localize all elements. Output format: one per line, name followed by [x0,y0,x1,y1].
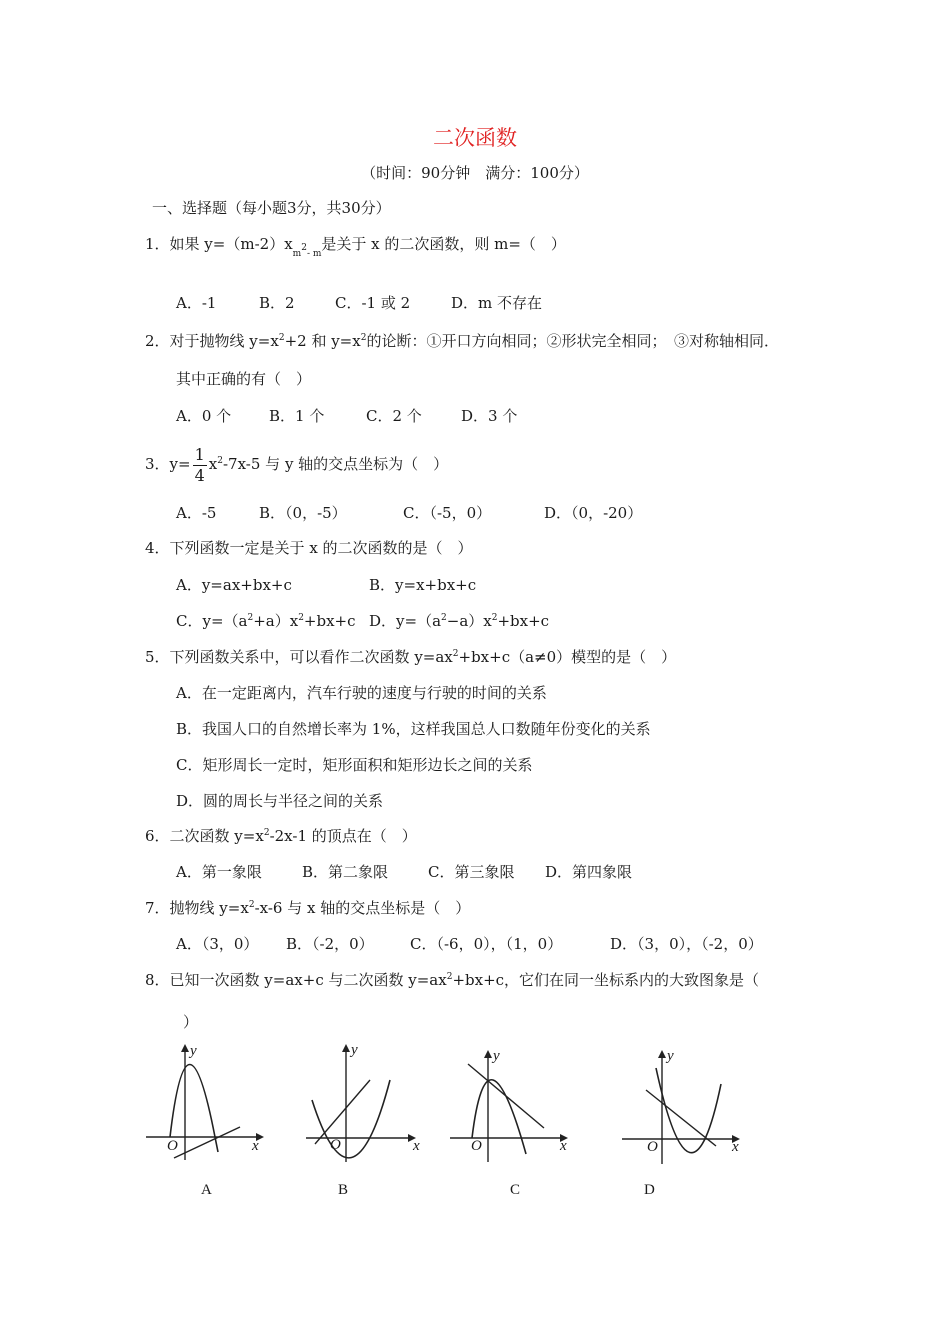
q1-option-a[interactable]: A．-1 [176,294,217,312]
question-5: 5．下列函数关系中，可以看作二次函数 $y=ax^2+bx+c(a\ne 0)$模型的是（ ） [145,648,677,666]
graph-c-label[interactable]: C [510,1182,521,1198]
q5-option-b[interactable]: B．我国人口的自然增长率为 1%，这样我国总人口数随年份变化的关系 [176,720,651,738]
section-heading: 一、选择题（每小题3分，共30分） [152,199,391,217]
q4-option-c[interactable]: C．$y=(a^2+a)x^2+bx+c$ [176,612,356,630]
origin-label: O [330,1137,341,1153]
q6-option-b[interactable]: B．第二象限 [302,863,389,881]
graph-b-label[interactable]: B [338,1182,349,1198]
q2-option-a[interactable]: A．0 个 [176,407,232,425]
q5-option-c[interactable]: C．矩形周长一定时，矩形面积和矩形边长之间的关系 [176,756,533,774]
graph-option-c[interactable] [444,1044,574,1174]
q2-option-c[interactable]: C．2 个 [366,407,422,425]
q4-option-b[interactable]: B．y=x+bx+c [369,576,477,594]
graph-option-a[interactable] [140,1040,270,1170]
q7-option-d[interactable]: D．（3，0），（-2，0） [610,935,763,953]
q6-option-c[interactable]: C．第三象限 [428,863,515,881]
question-8-line2: ） [183,1013,199,1031]
exam-info: （时间：90分钟 满分：100分） [361,164,589,182]
q3-option-c[interactable]: C．（-5，0） [403,504,492,522]
q1-option-d[interactable]: D．m 不存在 [451,294,543,312]
question-7: 7．抛物线 $y=x^2-x-6$ 与 x 轴的交点坐标是（ ） [145,899,471,917]
q4-option-d[interactable]: D．$y=(a^2-a)x^2+bx+c$ [369,612,550,630]
graph-d-plot [616,1044,746,1174]
graph-a-label[interactable]: A [201,1182,212,1198]
question-6: 6．二次函数 $y=x^2-2x-1$ 的顶点在（ ） [145,827,417,845]
graph-a-plot [140,1040,270,1170]
y-axis-label: y [667,1048,674,1064]
origin-label: O [647,1139,658,1155]
graph-d-label[interactable]: D [644,1182,655,1198]
q2-option-b[interactable]: B．1 个 [269,407,325,425]
q1-option-c[interactable]: C．-1 或 2 [335,294,411,312]
exponent: m2- m [292,243,322,259]
q5-option-d[interactable]: D．圆的周长与半径之间的关系 [176,792,384,810]
q5-option-a[interactable]: A．在一定距离内，汽车行驶的速度与行驶的时间的关系 [176,684,547,702]
graph-option-d[interactable] [616,1044,746,1174]
q7-option-a[interactable]: A．（3，0） [176,935,259,953]
question-3: 3．y= $\frac{1}{4}$ $x^2-7x-5$ 与 y 轴的交点坐标为（ ） [145,444,449,485]
y-axis-label: y [351,1042,358,1058]
graph-c-plot [444,1044,574,1174]
origin-label: O [167,1138,178,1154]
question-8: 8．已知一次函数 y=ax+c 与二次函数 $y=ax^2+bx+c$，它们在同一坐标系内的大致图象是（ [145,971,760,989]
y-axis-label: y [493,1048,500,1064]
x-axis-label: x [252,1138,259,1154]
q1-option-b[interactable]: B．2 [259,294,295,312]
question-2-line2: 其中正确的有（ ） [176,370,312,388]
q3-option-a[interactable]: A．-5 [176,504,217,522]
q4-option-a[interactable]: A．y=ax+bx+c [176,576,292,594]
q3-option-b[interactable]: B．（0，-5） [259,504,347,522]
y-axis-label: y [190,1043,197,1059]
q6-option-a[interactable]: A．第一象限 [176,863,262,881]
graph-b-plot [300,1040,430,1170]
question-2: 2．对于抛物线 $y=x^2+2$ 和 $y=x^2$的论断：①开口方向相同；②形状完全相同； ③对称轴相同． [145,332,779,350]
x-axis-label: x [413,1138,420,1154]
q2-option-d[interactable]: D．3 个 [461,407,518,425]
origin-label: O [471,1138,482,1154]
x-axis-label: x [560,1138,567,1154]
graph-option-b[interactable] [300,1040,430,1170]
question-4: 4．下列函数一定是关于 x 的二次函数的是（ ） [145,539,473,557]
q7-option-c[interactable]: C．（-6，0），（1，0） [410,935,563,953]
fraction: $\frac{1}{4}$ [194,444,205,485]
q7-option-b[interactable]: B．（-2，0） [286,935,374,953]
page-title: 二次函数 [433,126,517,150]
q6-option-d[interactable]: D．第四象限 [545,863,633,881]
x-axis-label: x [732,1139,739,1155]
question-1: 1．如果 $y=(m-2)x_{m^2- m}$是关于 x 的二次函数，则 m=（ ） [145,235,566,259]
q3-option-d[interactable]: D．（0，-20） [544,504,643,522]
